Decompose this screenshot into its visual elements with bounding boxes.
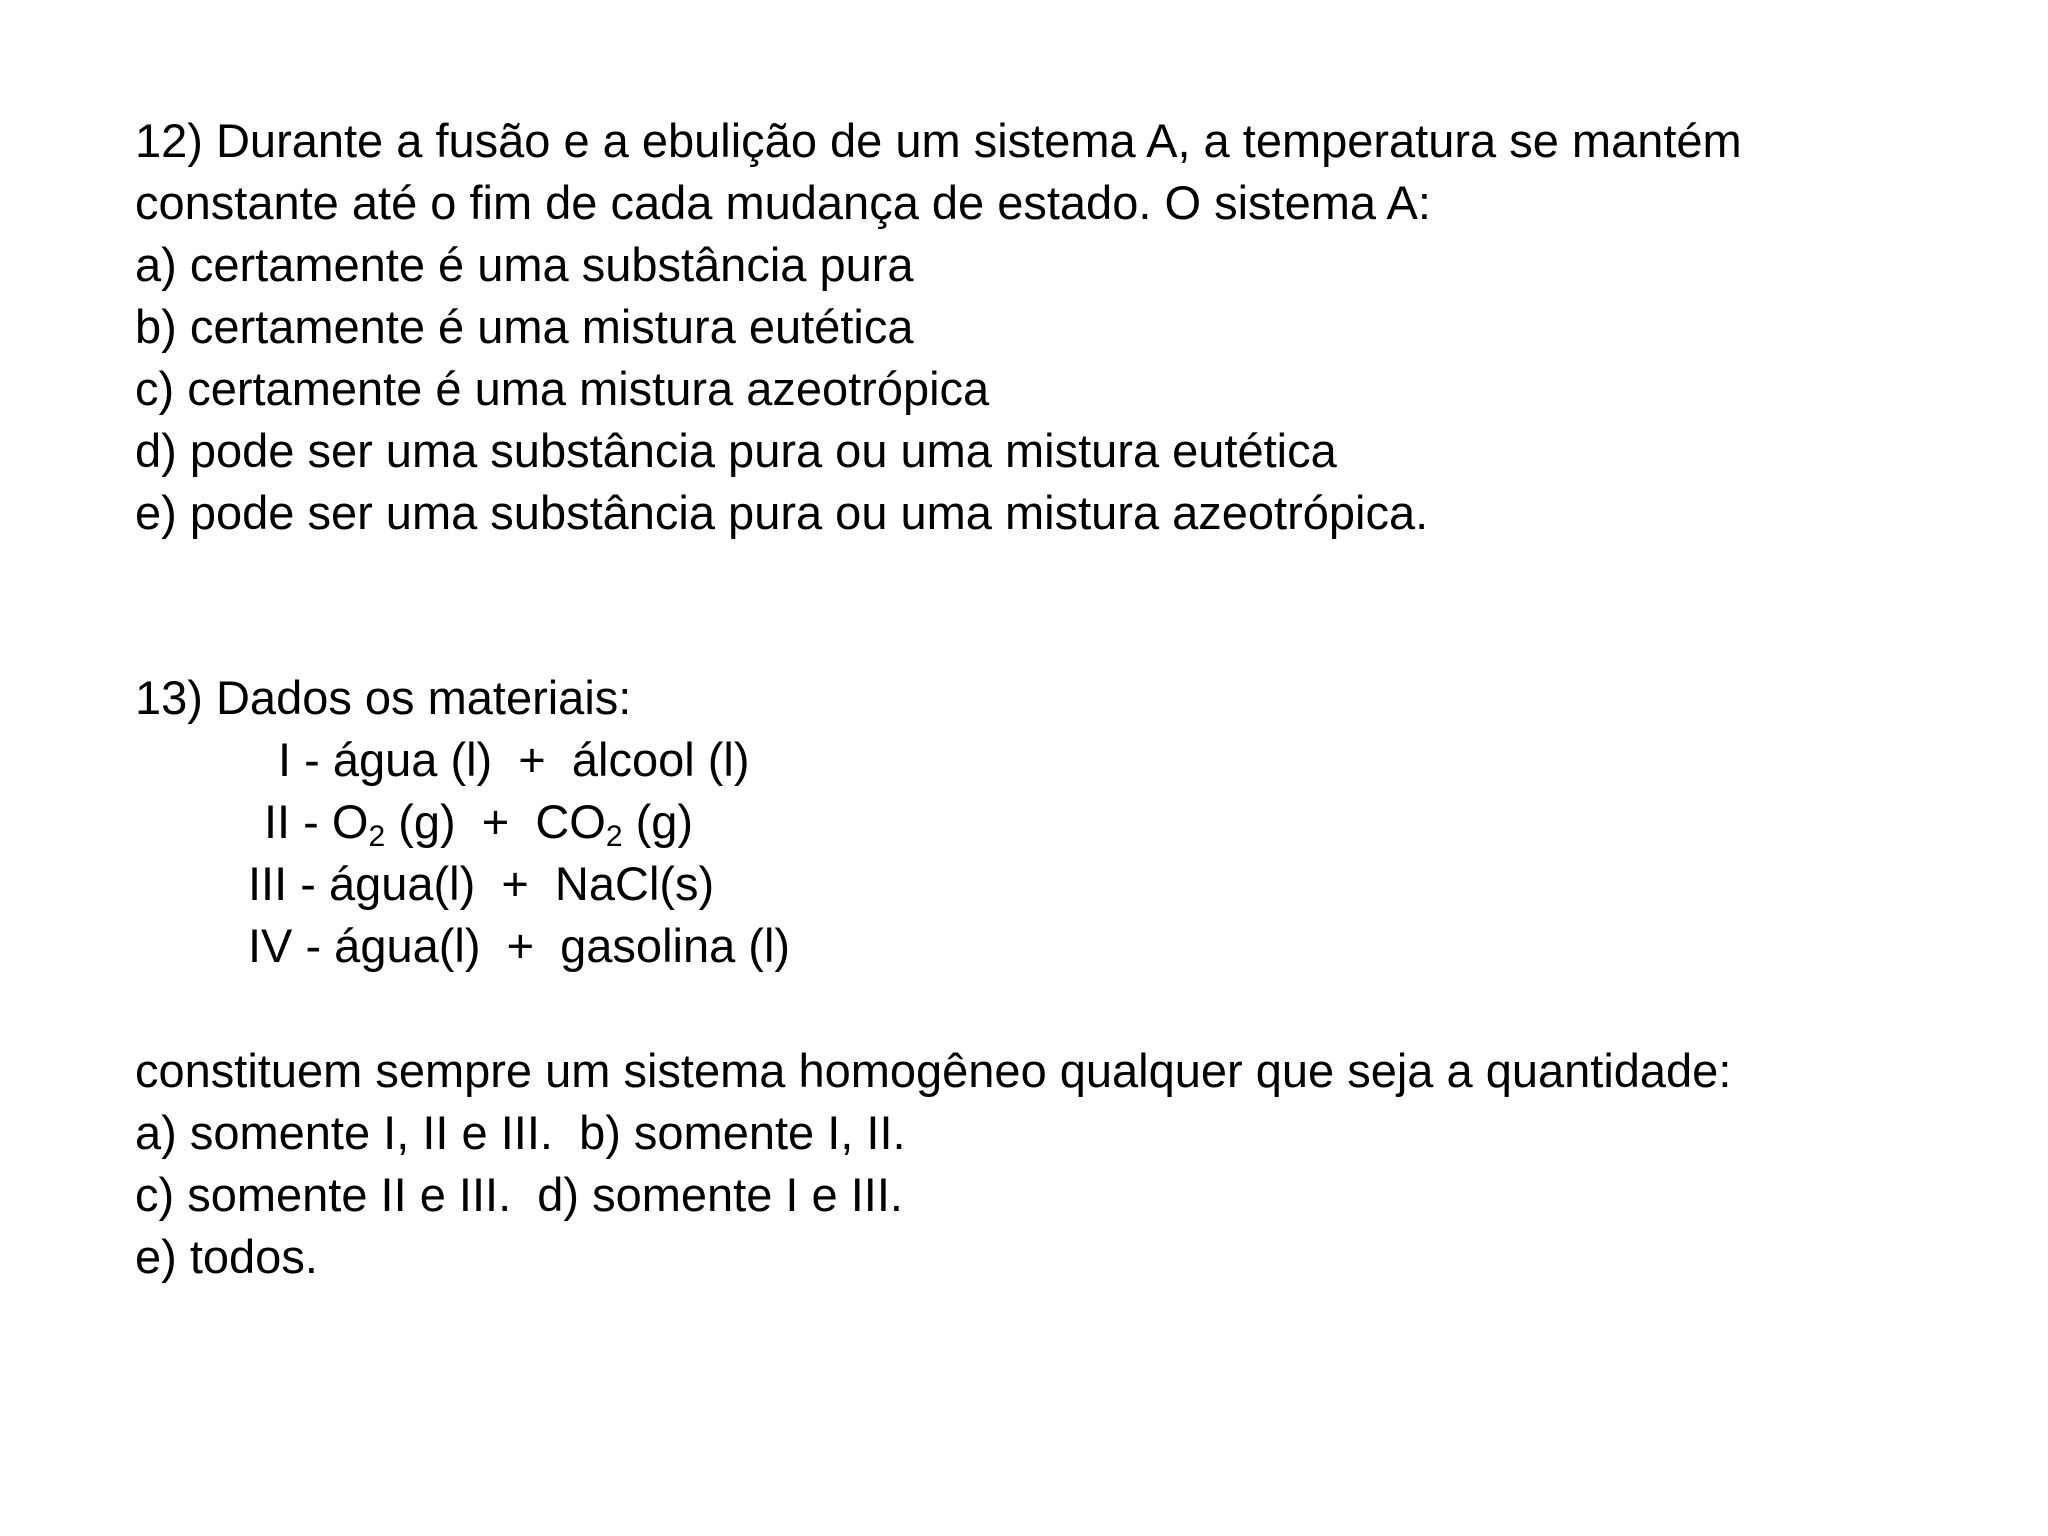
question-12-option-a: a) certamente é uma substância pura	[135, 238, 914, 291]
question-12-text-line-2: constante até o fim de cada mudança de estado. O sistema A:	[135, 176, 1431, 229]
question-12	[135, 110, 1995, 544]
material-i: I - água (l) + álcool (l)	[278, 733, 750, 786]
question-13-statement: constituem sempre um sistema homogêneo qualquer que seja a quantidade:	[135, 1044, 1732, 1097]
question-13-statement-block	[135, 1040, 1995, 1288]
material-ii-suffix: (g)	[622, 795, 694, 848]
question-12-text-line-1: 12) Durante a fusão e a ebulição de um sistema A, a temperatura se mantém	[135, 114, 1742, 167]
material-iv: IV - água(l) + gasolina (l)	[248, 919, 791, 972]
material-ii-subscript-1: 2	[368, 820, 386, 853]
question-12-option-d: d) pode ser uma substância pura ou uma mistura eutética	[135, 424, 1337, 477]
material-ii-subscript-2: 2	[605, 820, 623, 853]
question-13-options-line-3: e) todos.	[135, 1230, 318, 1283]
question-12-option-e: e) pode ser uma substância pura ou uma mistura azeotrópica.	[135, 486, 1429, 539]
question-13	[135, 667, 1995, 729]
question-13-options-line-1: a) somente I, II e III. b) somente I, II.	[135, 1106, 906, 1159]
question-12-option-c: c) certamente é uma mistura azeotrópica	[135, 362, 990, 415]
material-ii-middle: (g) + CO	[385, 795, 606, 848]
question-13-intro: 13) Dados os materiais:	[135, 671, 632, 724]
question-13-options-line-2: c) somente II e III. d) somente I e III.	[135, 1168, 903, 1221]
material-ii	[264, 791, 693, 853]
material-iii: III - água(l) + NaCl(s)	[248, 857, 715, 910]
material-ii-prefix: II - O	[264, 795, 369, 848]
question-12-option-b: b) certamente é uma mistura eutética	[135, 300, 914, 353]
